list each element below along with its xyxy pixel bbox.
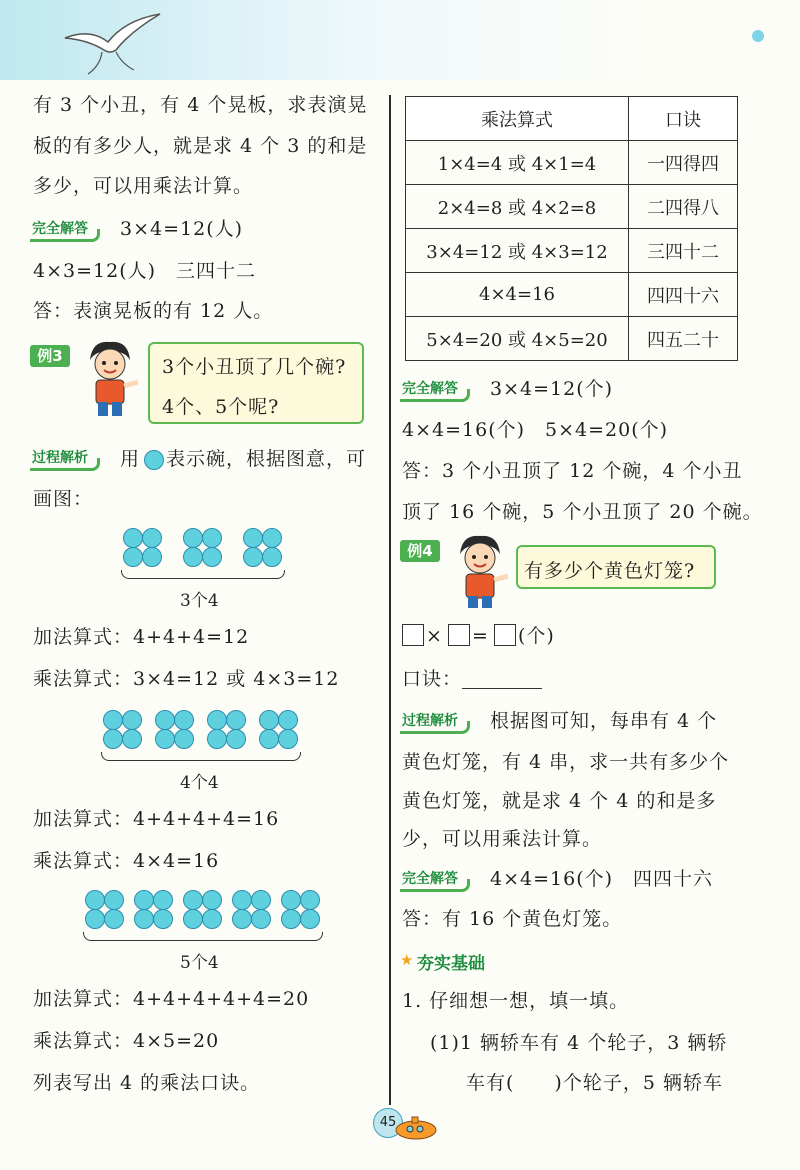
koujue-label: 口诀：: [402, 668, 463, 690]
answer-tag: 完全解答: [30, 218, 92, 242]
multiplication-table: [405, 96, 738, 361]
answer-box-2[interactable]: [448, 624, 470, 646]
bowl-circle: [251, 909, 271, 929]
equals-sign: =: [472, 625, 489, 647]
table-cell-rhyme: 四四十六: [629, 273, 738, 317]
bowl-circle: [243, 547, 263, 567]
table-cell-rhyme: 一四得四: [629, 141, 738, 185]
bowl-circle: [122, 729, 142, 749]
group-3-label: 5个4: [180, 953, 219, 973]
question-1: 1. 仔细想一想，填一填。: [402, 990, 630, 1012]
bowl-circle: [123, 528, 143, 548]
bowl-circle: [207, 729, 227, 749]
right-process-line-1: 根据图可知，每串有 4 个: [490, 710, 718, 732]
closing-line: 列表写出 4 的乘法口诀。: [33, 1072, 261, 1094]
submarine-icon: [392, 1112, 442, 1142]
bowl-circle: [142, 528, 162, 548]
multiplication-3: 乘法算式：4×5=20: [33, 1030, 220, 1052]
seagull-icon: [60, 10, 170, 80]
bowl-circle: [202, 909, 222, 929]
bowl-circle: [300, 890, 320, 910]
bowl-circle: [183, 909, 203, 929]
koujue-blank[interactable]: [462, 688, 542, 689]
process-tag: 过程解析: [30, 447, 92, 471]
header-dot: [752, 30, 764, 42]
right-process-line-4: 少，可以用乘法计算。: [402, 828, 603, 850]
bowl-circle: [174, 710, 194, 730]
process-text-1b: 表示碗，根据图意，可: [166, 448, 367, 470]
addition-3: 加法算式：4+4+4+4+4=20: [33, 988, 310, 1010]
bowl-circle: [281, 909, 301, 929]
process-text-1: 用: [120, 448, 141, 470]
table-cell-rhyme: 二四得八: [629, 185, 738, 229]
bowl-circle: [202, 547, 222, 567]
answer-line-1: 3×4=12(人): [120, 218, 244, 240]
bowl-circle: [259, 710, 279, 730]
right-answer-line-2: 4×4=16(个) 5×4=20(个): [402, 419, 669, 441]
answer-line-3: 答：表演晃板的有 12 人。: [33, 300, 274, 322]
table-row: [406, 229, 738, 273]
bowl-circle: [103, 729, 123, 749]
addition-2: 加法算式：4+4+4+4=16: [33, 808, 280, 830]
brace-3: [83, 932, 323, 941]
example-3-badge: 例3: [30, 345, 70, 367]
table-cell-formula: 4×4=16: [406, 273, 629, 317]
bowl-circle: [85, 909, 105, 929]
right-answer-line-1: 3×4=12(个): [490, 378, 614, 400]
bowl-circle: [300, 909, 320, 929]
table-cell-rhyme: 三四十二: [629, 229, 738, 273]
right-process-line-3: 黄色灯笼，就是求 4 个 4 的和是多: [402, 790, 717, 812]
bowl-circle: [183, 547, 203, 567]
bowl-circle: [207, 710, 227, 730]
table-header: 口诀: [629, 97, 738, 141]
bowl-legend-circle: [144, 450, 164, 470]
table-row: [406, 185, 738, 229]
times-sign: ×: [426, 625, 443, 647]
page-number: 45: [373, 1108, 403, 1138]
bowl-circle: [134, 909, 154, 929]
bowl-circle: [232, 890, 252, 910]
bowl-circle: [243, 528, 263, 548]
bowl-circle: [262, 528, 282, 548]
right-answer2-line-2: 答：有 16 个黄色灯笼。: [402, 908, 623, 930]
bowl-circle: [122, 710, 142, 730]
table-cell-rhyme: 四五二十: [629, 317, 738, 361]
answer-tag: 完全解答: [400, 378, 462, 402]
bowl-circle: [262, 547, 282, 567]
bowl-circle: [174, 729, 194, 749]
bowl-circle: [153, 890, 173, 910]
bowl-circle: [155, 710, 175, 730]
answer-line-2: 4×3=12(人) 三四十二: [33, 260, 257, 282]
brace-2: [101, 752, 301, 761]
bowl-circle: [104, 890, 124, 910]
answer-box-1[interactable]: [402, 624, 424, 646]
table-row: [406, 317, 738, 361]
table-cell-formula: 1×4=4 或 4×1=4: [406, 141, 629, 185]
right-process-line-2: 黄色灯笼，有 4 串，求一共有多少个: [402, 751, 730, 773]
bowl-circle: [85, 890, 105, 910]
group-2-label: 4个4: [180, 773, 219, 793]
example-4-badge: 例4: [400, 540, 440, 562]
bowl-circle: [155, 729, 175, 749]
bowl-circle: [281, 890, 301, 910]
intro-line-2: 板的有多少人，就是求 4 个 3 的和是: [33, 135, 368, 157]
bowl-circle: [103, 710, 123, 730]
column-divider: [389, 95, 391, 1105]
table-cell-formula: 3×4=12 或 4×3=12: [406, 229, 629, 273]
process-tag: 过程解析: [400, 710, 462, 734]
right-answer2-line-1: 4×4=16(个) 四四十六: [490, 868, 714, 890]
group-1-label: 3个4: [180, 591, 219, 611]
table-cell-formula: 5×4=20 或 4×5=20: [406, 317, 629, 361]
bowl-circle: [202, 890, 222, 910]
bowl-circle: [278, 729, 298, 749]
bowl-circle: [202, 528, 222, 548]
question-1-1a: (1)1 辆轿车有 4 个轮子，3 辆轿: [430, 1032, 728, 1054]
example-3-question-2: 4个、5个呢?: [162, 396, 280, 418]
bowl-circle: [183, 890, 203, 910]
answer-box-3[interactable]: [494, 624, 516, 646]
brace-1: [121, 570, 285, 579]
table-header: 乘法算式: [406, 97, 629, 141]
unit-label: (个): [518, 625, 555, 647]
multiplication-2: 乘法算式：4×4=16: [33, 850, 220, 872]
answer-tag: 完全解答: [400, 868, 462, 892]
bowl-circle: [251, 890, 271, 910]
bowl-circle: [104, 909, 124, 929]
bowl-circle: [123, 547, 143, 567]
example-3-question-1: 3个小丑顶了几个碗?: [162, 356, 347, 378]
bowl-circle: [226, 729, 246, 749]
section-title: 夯实基础: [417, 954, 485, 974]
question-1-1b: 车有( )个轮子，5 辆轿车: [466, 1072, 723, 1094]
boy-icon: [78, 338, 140, 420]
table-row: [406, 141, 738, 185]
addition-1: 加法算式：4+4+4=12: [33, 626, 250, 648]
star-icon: ★: [400, 951, 414, 969]
intro-line-3: 多少，可以用乘法计算。: [33, 175, 254, 197]
bowl-circle: [183, 528, 203, 548]
bowl-circle: [142, 547, 162, 567]
example-4-question: 有多少个黄色灯笼?: [524, 560, 696, 582]
right-answer-line-3: 答：3 个小丑顶了 12 个碗，4 个小丑: [402, 460, 743, 482]
bowl-circle: [278, 710, 298, 730]
table-cell-formula: 2×4=8 或 4×2=8: [406, 185, 629, 229]
bowl-circle: [226, 710, 246, 730]
bowl-circle: [232, 909, 252, 929]
table-header-row: [406, 97, 738, 141]
process-text-2: 画图：: [33, 488, 94, 510]
boy-icon: [448, 532, 510, 612]
bowl-circle: [134, 890, 154, 910]
right-answer-line-4: 顶了 16 个碗，5 个小丑顶了 20 个碗。: [402, 501, 763, 523]
table-row: [406, 273, 738, 317]
multiplication-1: 乘法算式：3×4=12 或 4×3=12: [33, 668, 340, 690]
bowl-circle: [153, 909, 173, 929]
intro-line-1: 有 3 个小丑，有 4 个晃板，求表演晃: [33, 94, 368, 116]
bowl-circle: [259, 729, 279, 749]
